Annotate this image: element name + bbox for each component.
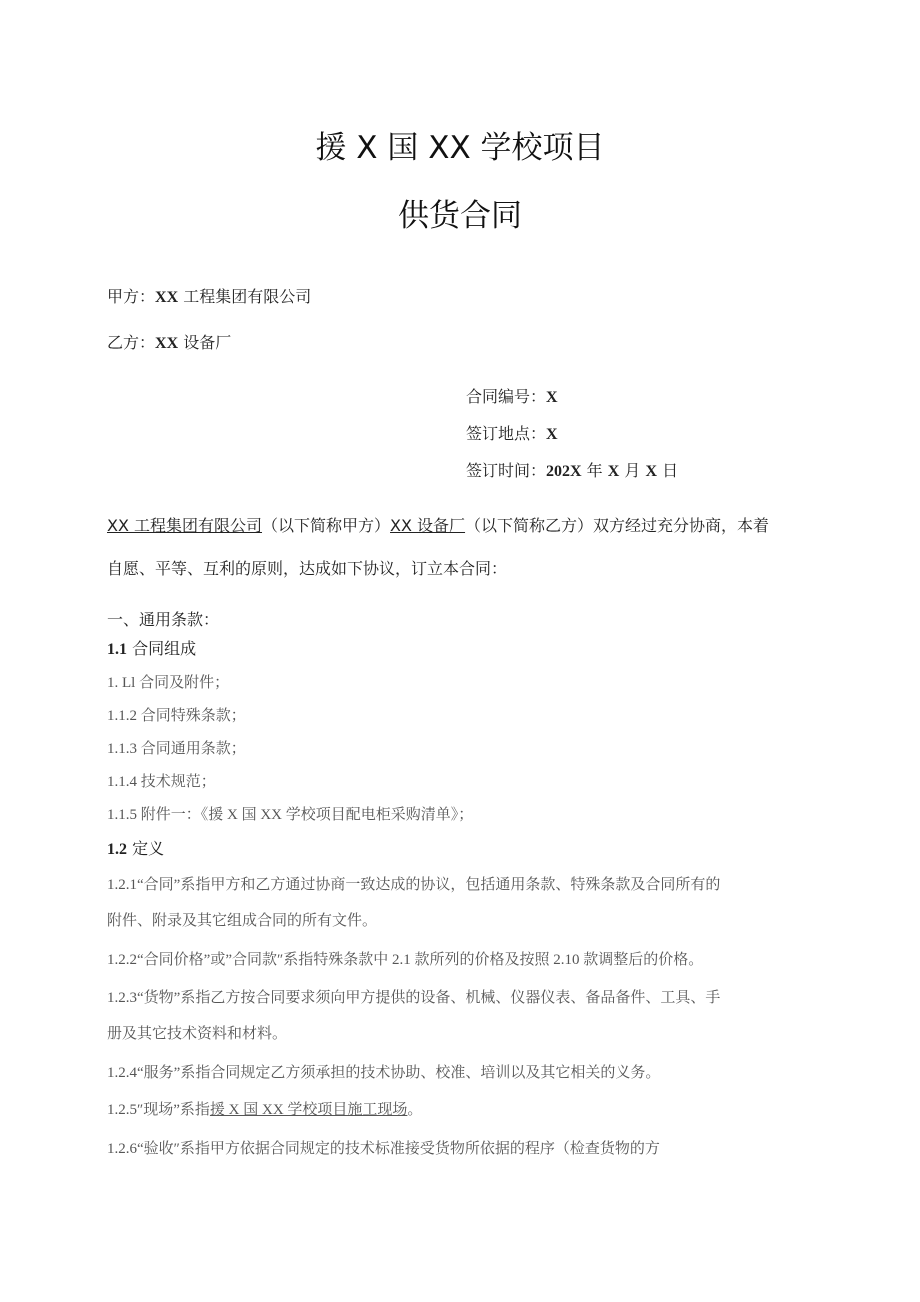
date-month: X bbox=[607, 463, 620, 480]
definition-1-2-5-suffix: 。 bbox=[407, 1102, 423, 1118]
list-item: 1.1.5 附件一：《援 X 国 XX 学校项目配电柜采购清单》； bbox=[107, 807, 474, 823]
signing-place bbox=[466, 421, 558, 444]
party-a-bold: XX bbox=[155, 289, 179, 306]
signing-place-label: 签订地点： bbox=[466, 424, 547, 443]
subsection-1-1 bbox=[107, 636, 196, 659]
subsection-1-1-number: 1.1 bbox=[107, 641, 127, 658]
intro-party-a: XX 工程集团有限公司 bbox=[107, 516, 263, 535]
definition-1-2-3-line-2: 册及其它技术资料和材料。 bbox=[107, 1026, 288, 1042]
subsection-1-1-title: 合同组成 bbox=[127, 639, 197, 658]
subsection-1-2 bbox=[107, 836, 164, 859]
party-a-label: 甲方： bbox=[107, 287, 156, 306]
definition-1-2-4: 1.2.4“服务”系指合同规定乙方须承担的技术协助、校准、培训以及其它相关的义务。 bbox=[107, 1065, 661, 1081]
contract-number-label: 合同编号： bbox=[466, 387, 547, 406]
list-item: 1.1.4 技术规范； bbox=[107, 774, 216, 790]
party-a-line bbox=[107, 284, 311, 307]
subsection-1-2-number: 1.2 bbox=[107, 841, 127, 858]
contract-number-value: X bbox=[546, 389, 558, 406]
intro-party-a-suffix: （以下简称甲方） bbox=[262, 516, 391, 535]
signing-date bbox=[466, 458, 678, 481]
party-b-line bbox=[107, 330, 231, 353]
section-heading-general-terms: 一、通用条款： bbox=[107, 610, 220, 629]
signing-date-label: 签订时间： bbox=[466, 461, 547, 480]
list-item: 1.1.2 合同特殊条款； bbox=[107, 708, 246, 724]
definition-1-2-5 bbox=[107, 1098, 422, 1119]
definition-1-2-6: 1.2.6“验收″系指甲方依据合同规定的技术标准接受货物所依据的程序（检查货物的方 bbox=[107, 1141, 660, 1157]
definition-1-2-5-site: 援 X 国 XX 学校项目施工现场 bbox=[209, 1102, 408, 1118]
definition-1-2-3-line-1: 1.2.3“货物”系指乙方按合同要求须向甲方提供的设备、机械、仪器仪表、备品备件、工具、手 bbox=[107, 990, 721, 1006]
intro-paragraph-line-1 bbox=[107, 513, 769, 536]
definition-1-2-2: 1.2.2“合同价格”或”合同款″系指特殊条款中 2.1 款所列的价格及按照 2.10 款调整后的价格。 bbox=[107, 952, 704, 968]
intro-party-b: XX 设备厂 bbox=[390, 516, 466, 535]
intro-text: （以下简称乙方）双方经过充分协商，本着 bbox=[465, 516, 770, 535]
party-b-name: 设备厂 bbox=[178, 333, 232, 352]
definition-1-2-1-line-2: 附件、附录及其它组成合同的所有文件。 bbox=[107, 913, 378, 929]
contract-number bbox=[466, 384, 558, 407]
signing-place-value: X bbox=[546, 426, 558, 443]
definition-1-2-5-prefix: 1.2.5″现场”系指 bbox=[107, 1102, 210, 1118]
date-year: 202X bbox=[546, 463, 582, 480]
date-year-unit: 年 bbox=[581, 461, 608, 480]
definition-1-2-1-line-1: 1.2.1“合同”系指甲方和乙方通过协商一致达成的协议，包括通用条款、特殊条款及合同所有的 bbox=[107, 877, 721, 893]
document-subtitle: 供货合同 bbox=[398, 198, 522, 234]
list-item: 1. Ll 合同及附件； bbox=[107, 675, 230, 691]
list-item: 1.1.3 合同通用条款； bbox=[107, 741, 246, 757]
date-day: X bbox=[645, 463, 658, 480]
date-month-unit: 月 bbox=[619, 461, 646, 480]
party-b-label: 乙方： bbox=[107, 333, 156, 352]
intro-paragraph-line-2: 自愿、平等、互利的原则，达成如下协议，订立本合同： bbox=[107, 559, 508, 578]
date-day-unit: 日 bbox=[657, 461, 679, 480]
party-a-name: 工程集团有限公司 bbox=[178, 287, 312, 306]
party-b-bold: XX bbox=[155, 335, 179, 352]
document-title: 援 X 国 XX 学校项目 bbox=[315, 130, 605, 166]
subsection-1-2-title: 定义 bbox=[127, 839, 165, 858]
